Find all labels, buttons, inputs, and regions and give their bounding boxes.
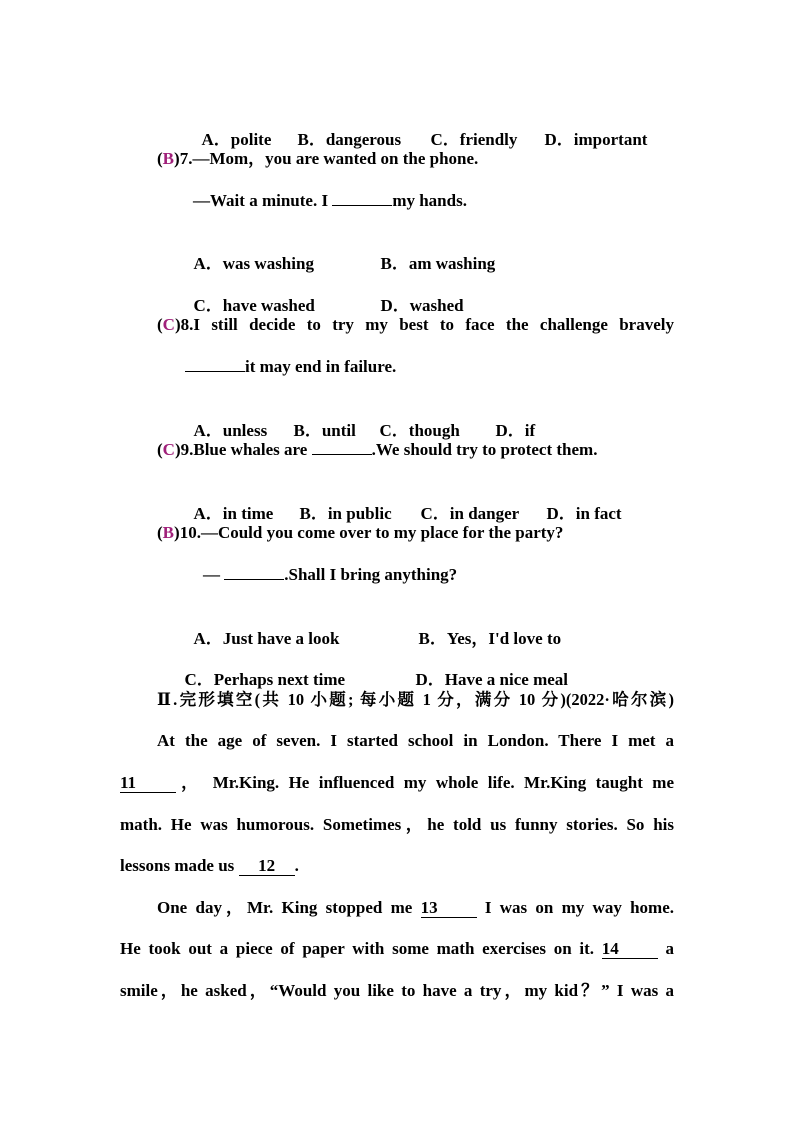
q6-option-a: A．polite	[201, 130, 272, 149]
blank-13: 13	[421, 898, 477, 918]
q8-option-c: C．though	[379, 421, 460, 440]
passage-line-1: At the age of seven. I started school in London. There I met a	[157, 731, 674, 750]
q10-answer: B	[162, 523, 175, 542]
q7-stem: (B)7.—Mom，you are wanted on the phone.	[157, 149, 479, 168]
q10-stem: (B)10.—Could you come over to my place for the party?	[157, 523, 564, 542]
q7-blank	[332, 205, 392, 206]
q8-option-b: B．until	[293, 421, 356, 440]
q10-option-b: B．Yes，I'd love to	[418, 629, 562, 648]
q10-option-a: A．Just have a look	[193, 629, 340, 648]
q8-continuation: it may end in failure.	[185, 356, 396, 378]
q9-option-c: C．in danger	[420, 504, 520, 523]
q7-options-row1	[185, 231, 495, 275]
passage-line-5: One day，Mr. King stopped me 13 I was on my way home.	[157, 898, 675, 917]
passage-line-3: math. He was humorous. Sometimes，he told us funny stories. So his	[120, 815, 674, 834]
q6-option-d: D．important	[544, 130, 648, 149]
q7-reply: —Wait a minute. I my hands.	[193, 191, 467, 210]
q7-options-row2	[185, 273, 464, 317]
q7-answer: B	[162, 149, 175, 168]
q9-answer: C	[162, 440, 175, 459]
passage-line-6: He took out a piece of paper with some math exercises on it. 14 a	[120, 939, 674, 958]
q8-option-a: A．unless	[193, 421, 268, 440]
q7-option-a: A．was washing	[193, 254, 314, 273]
q10-option-d: D．Have a nice meal	[415, 670, 568, 689]
blank-14: 14	[602, 939, 658, 959]
q8-option-d: D．if	[495, 421, 536, 440]
q10-options-row2	[176, 647, 568, 691]
q7-option-c: C．have washed	[193, 296, 315, 315]
q7-option-d: D．washed	[380, 296, 464, 315]
q7-option-b: B．am washing	[380, 254, 496, 273]
q10-options-row1	[185, 606, 561, 650]
q6-option-c: C．friendly	[430, 130, 518, 149]
passage-line-2: 11 ， Mr.King. He influenced my whole life. Mr.King taught me	[120, 773, 674, 792]
q9-options	[185, 481, 622, 525]
q8-options	[185, 398, 535, 442]
q9-option-d: D．in fact	[546, 504, 622, 523]
q8-blank	[185, 371, 245, 372]
q6-options	[193, 107, 647, 151]
section-heading: Ⅱ.完形填空(共 10 小题; 每小题 1 分，满分 10 分)(2022·哈尔滨)	[157, 690, 674, 709]
q9-option-b: B．in public	[299, 504, 392, 523]
blank-12: 12	[239, 856, 295, 876]
q10-option-c: C．Perhaps next time	[184, 670, 346, 689]
q10-blank	[224, 579, 284, 580]
q9-option-a: A．in time	[193, 504, 274, 523]
passage-line-4: lessons made us 12 .	[120, 856, 299, 875]
q10-reply: — .Shall I bring anything?	[203, 565, 458, 584]
passage-line-7: smile，he asked，“Would you like to have a try，my kid？” I was a	[120, 981, 674, 1000]
blank-11: 11	[120, 773, 176, 793]
q6-option-b: B．dangerous	[297, 130, 402, 149]
q9-stem: (C)9.Blue whales are .We should try to protect them.	[157, 440, 598, 459]
q9-blank	[312, 454, 372, 455]
q8-answer: C	[162, 315, 175, 334]
q8-stem: (C)8.I still decide to try my best to face the challenge bravely	[157, 315, 674, 334]
